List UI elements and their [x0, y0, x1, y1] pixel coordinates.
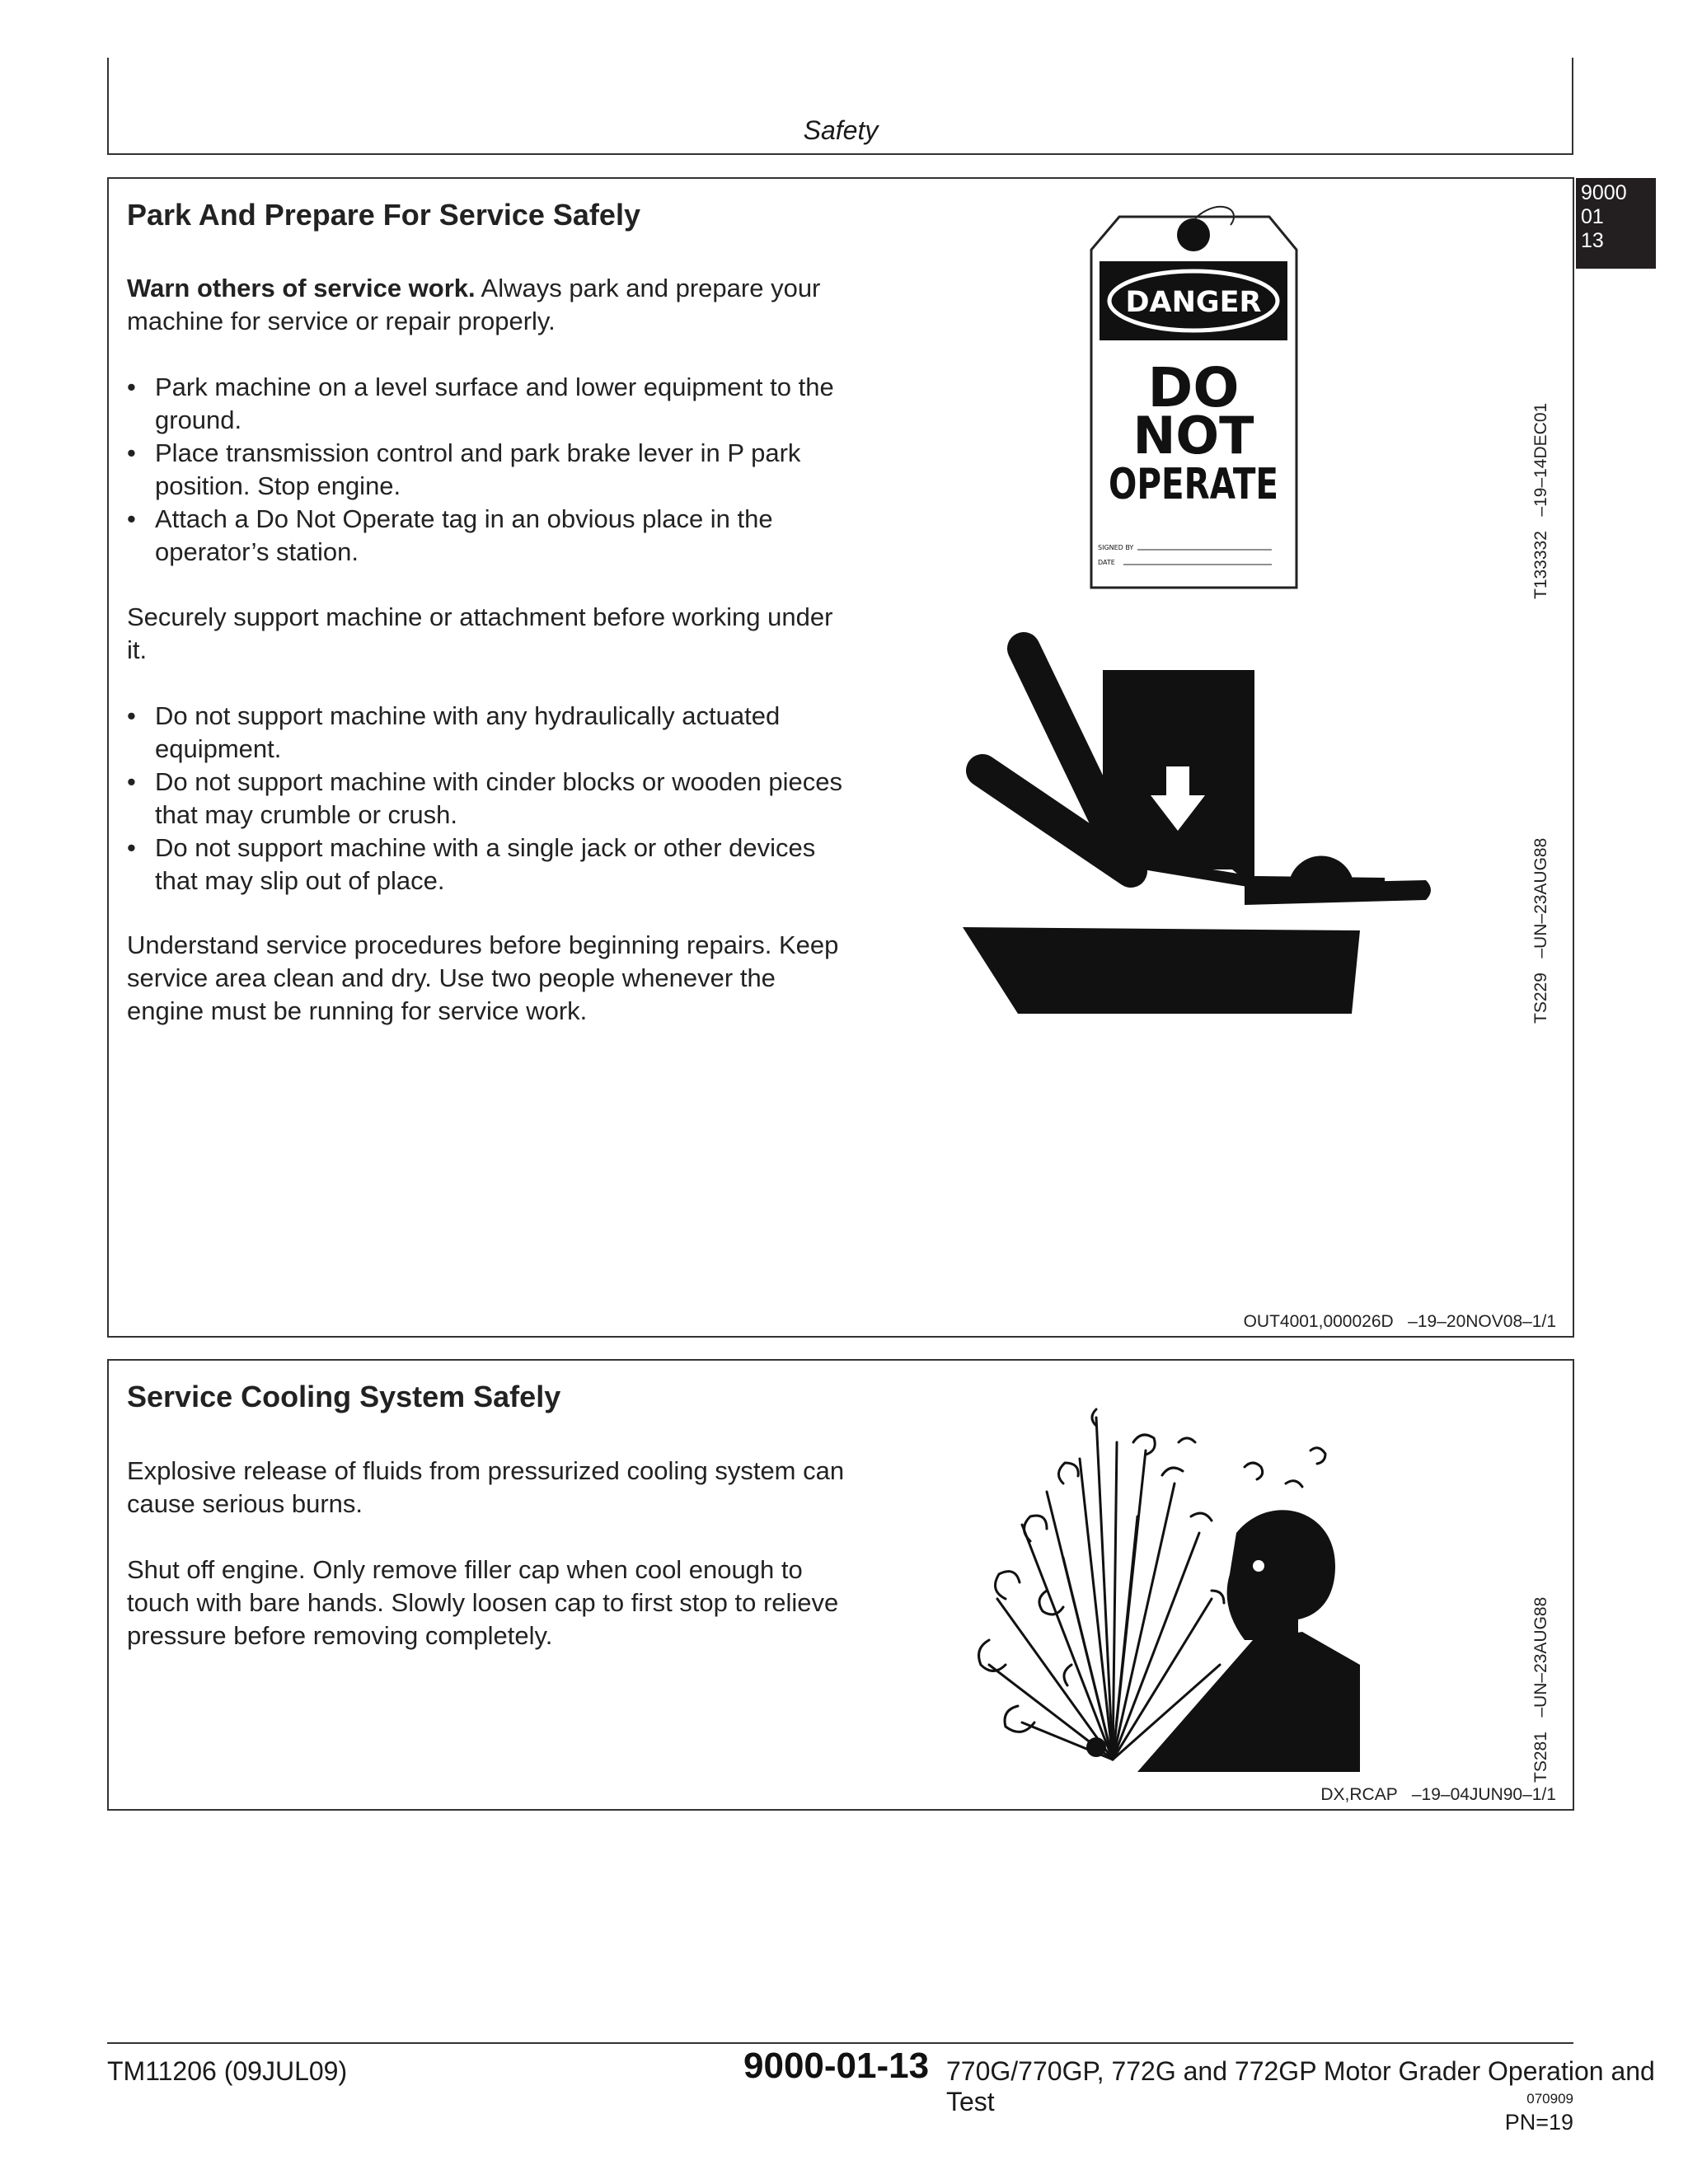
list-item: • Attach a Do Not Operate tag in an obvious place in the operator’s station. — [127, 503, 852, 569]
image3-label: TS281 –UN–23AUG88 — [1531, 1596, 1550, 1783]
section1-support-text: Securely support machine or attachment before working under it. — [127, 602, 833, 664]
section1-title: Park And Prepare For Service Safely — [127, 198, 640, 232]
section1-closing: Understand service procedures before beginning repairs. Keep service area clean and dry. Use two people whenever the engine must be running for service work. — [127, 930, 839, 1025]
section1-intro — [127, 272, 852, 338]
section2-reference: DX,RCAP –19–04JUN90–1/1 — [1320, 1785, 1556, 1804]
tag-signed-by-text: SIGNED BY — [1098, 544, 1134, 551]
list-item: • Park machine on a level surface and lower equipment to the ground. — [127, 371, 852, 437]
footer-rule — [107, 2042, 1573, 2044]
section1-bullets2 — [127, 700, 852, 898]
explosive-release-illustration — [973, 1393, 1360, 1772]
footer-date: 070909 — [1526, 2091, 1573, 2107]
section1-intro-rest: Always park and prepare your machine for service or repair properly. — [127, 274, 821, 335]
crush-hazard-illustration — [956, 630, 1434, 1018]
tag-date-text: DATE — [1098, 559, 1115, 566]
tab-line-2: 01 — [1581, 205, 1604, 228]
section2-para2: Shut off engine. Only remove filler cap when cool enough to touch with bare hands. Slowly loosen cap to first stop to relieve pressure before removing completely. — [127, 1555, 839, 1650]
tag-do-text: DO — [1147, 356, 1240, 419]
tab-line-3: 13 — [1581, 229, 1604, 252]
list-item: • Place transmission control and park brake lever in P park position. Stop engine. — [127, 437, 852, 503]
tab-line-1: 9000 — [1581, 181, 1627, 204]
footer-page-code: 9000-01-13 — [743, 2046, 930, 2086]
section2-para1: Explosive release of fluids from pressurized cooling system can cause serious burns. — [127, 1456, 845, 1518]
header-bottom-rule — [107, 153, 1573, 155]
tag-not-text: NOT — [1132, 405, 1254, 466]
list-item: • Do not support machine with a single jack or other devices that may slip out of place. — [127, 832, 852, 898]
footer-manual-id: TM11206 (09JUL09) — [107, 2056, 348, 2086]
section1-reference: OUT4001,000026D –19–20NOV08–1/1 — [1243, 1312, 1556, 1331]
list-item: • Do not support machine with any hydraulically actuated equipment. — [127, 700, 852, 766]
section2-title: Service Cooling System Safely — [127, 1380, 561, 1413]
page-header-title: Safety — [803, 115, 879, 145]
section1-intro-bold: Warn others of service work. — [127, 274, 476, 302]
section-tab — [1576, 178, 1656, 269]
image1-label: T133332 –19–14DEC01 — [1531, 402, 1550, 599]
footer-manual-title: 770G/770GP, 772G and 772GP Motor Grader Operation and Test — [946, 2056, 1655, 2116]
list-item: • Do not support machine with cinder blocks or wooden pieces that may crumble or crush. — [127, 766, 852, 832]
tag-danger-text: DANGER — [1125, 286, 1262, 319]
section1-bullets1 — [127, 371, 852, 569]
danger-tag-illustration — [1086, 202, 1301, 589]
tag-operate-text: OPERATE — [1109, 460, 1278, 509]
image2-label: TS229 –UN–23AUG88 — [1531, 837, 1550, 1024]
footer-page-number: PN=19 — [1504, 2110, 1573, 2135]
